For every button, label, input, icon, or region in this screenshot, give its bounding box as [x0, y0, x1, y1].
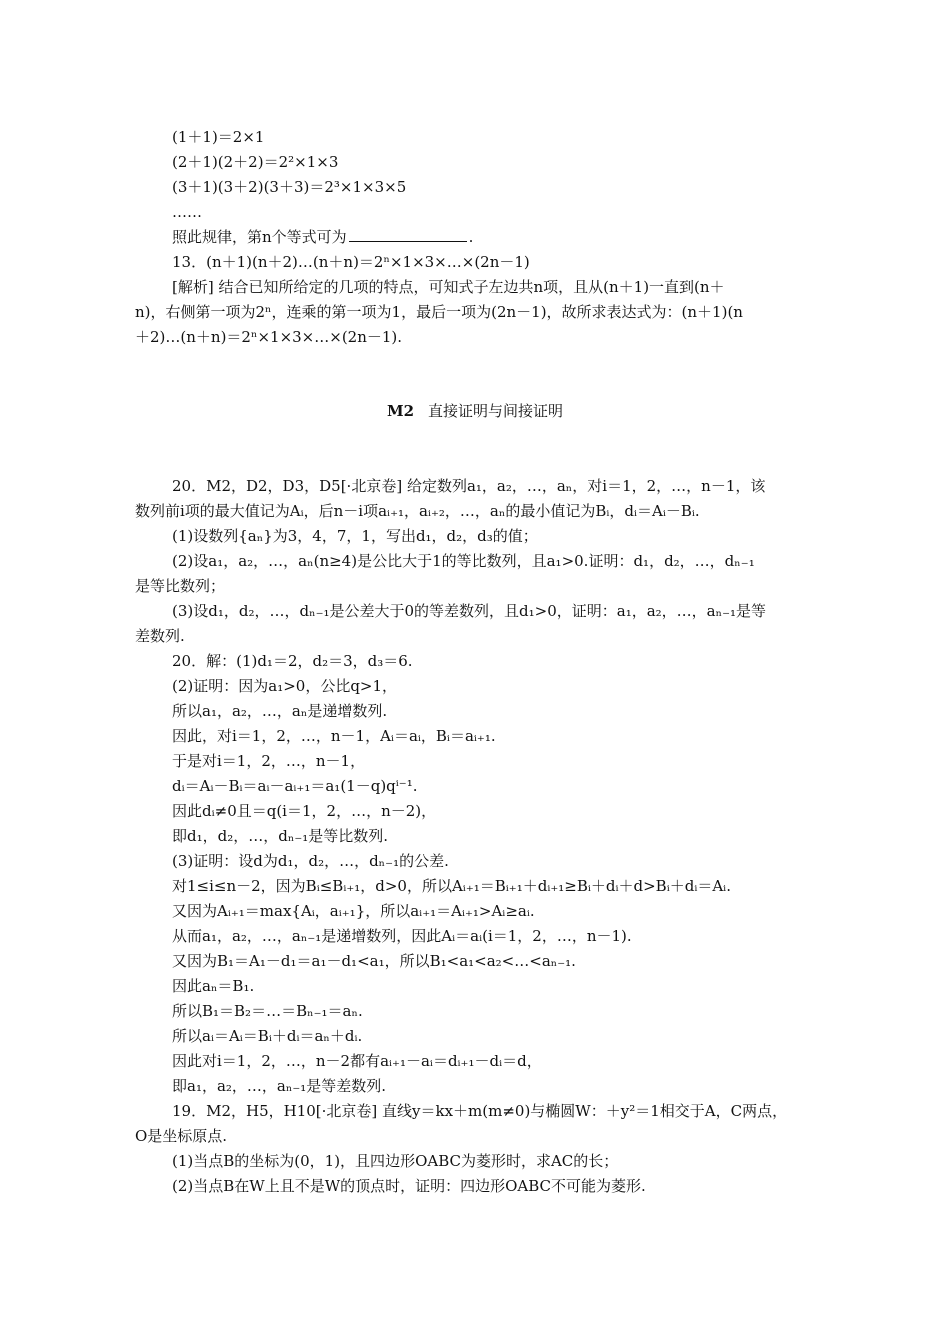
problem-20-line: 所以a₁，a₂，…，aₙ是递增数列.	[172, 702, 388, 720]
problem-20-line: 因此dᵢ≠0且＝q(i＝1，2，…，n－2)，	[172, 802, 437, 820]
problem-20-line: 对1≤i≤n－2，因为Bᵢ≤Bᵢ₊₁，d>0，所以Aᵢ₊₁＝Bᵢ₊₁＋dᵢ₊₁≥Bᵢ＋dᵢ＋d>Bᵢ＋dᵢ＝Aᵢ.	[172, 877, 731, 895]
section-heading	[0, 400, 950, 421]
section-title: 直接证明与间接证明	[428, 402, 564, 420]
problem-20-line: 又因为Aᵢ₊₁＝max{Aᵢ，aᵢ₊₁}，所以aᵢ₊₁＝Aᵢ₊₁>Aᵢ≥aᵢ.	[172, 902, 535, 920]
problem-20-line: 所以B₁＝B₂＝…＝Bₙ₋₁＝aₙ.	[172, 1002, 363, 1020]
problem-20-line: 20．解：(1)d₁＝2，d₂＝3，d₃＝6.	[172, 652, 413, 670]
problem-20-line: 即d₁，d₂，…，dₙ₋₁是等比数列.	[172, 827, 389, 845]
problem-20-line: 因此，对i＝1，2，…，n－1，Aᵢ＝aᵢ，Bᵢ＝aᵢ₊₁.	[172, 727, 496, 745]
problem-19-line: (1)当点B的坐标为(0，1)，且四边形OABC为菱形时，求AC的长；	[172, 1152, 619, 1170]
problem-20-line: (2)证明：因为a₁>0，公比q>1，	[172, 677, 398, 695]
problem-20-line: 从而a₁，a₂，…，aₙ₋₁是递增数列，因此Aᵢ＝aᵢ(i＝1，2，…，n－1).	[172, 927, 632, 945]
analysis-line-3: ＋2)…(n＋n)＝2ⁿ×1×3×…×(2n－1).	[135, 328, 403, 346]
problem-20-line: (1)设数列{aₙ}为3，4，7，1，写出d₁，d₂，d₃的值；	[172, 527, 538, 545]
problem-19-line: 19．M2，H5，H10[·北京卷] 直线y＝kx＋m(m≠0)与椭圆W：＋y²＝1相交于A，C两点，	[172, 1102, 788, 1120]
problem-20-line: (2)设a₁，a₂，…，aₙ(n≥4)是公比大于1的等比数列，且a₁>0.证明：d₁，d₂，…，dₙ₋₁	[172, 552, 755, 570]
problem-20-line: 所以aᵢ＝Aᵢ＝Bᵢ＋dᵢ＝aₙ＋dᵢ.	[172, 1027, 363, 1045]
equation-line: (2＋1)(2＋2)＝2²×1×3	[172, 153, 339, 171]
problem-20-line: 即a₁，a₂，…，aₙ₋₁是等差数列.	[172, 1077, 387, 1095]
problem-20-line: 数列前i项的最大值记为Aᵢ，后n－i项aᵢ₊₁，aᵢ₊₂，…，aₙ的最小值记为Bᵢ，dᵢ＝Aᵢ－Bᵢ.	[135, 502, 700, 520]
problem-20-line: 因此对i＝1，2，…，n－2都有aᵢ₊₁－aᵢ＝dᵢ₊₁－dᵢ＝d，	[172, 1052, 542, 1070]
rule-question	[172, 226, 473, 248]
problem-20-line: 于是对i＝1，2，…，n－1，	[172, 752, 366, 770]
problem-20-line: (3)证明：设d为d₁，d₂，…，dₙ₋₁的公差.	[172, 852, 449, 870]
problem-20-line: 20．M2，D2，D3，D5[·北京卷] 给定数列a₁，a₂，…，aₙ，对i＝1，2，…，n－1，该	[172, 477, 766, 495]
answer-13: 13．(n＋1)(n＋2)…(n＋n)＝2ⁿ×1×3×…×(2n－1)	[172, 253, 530, 271]
answer-blank	[349, 227, 467, 242]
problem-20-line: dᵢ＝Aᵢ－Bᵢ＝aᵢ－aᵢ₊₁＝a₁(1－q)qⁱ⁻¹.	[172, 777, 418, 795]
rule-question-text: 照此规律，第n个等式可为	[172, 228, 347, 246]
analysis-line-1: [解析] 结合已知所给定的几项的特点，可知式子左边共n项，且从(n＋1)一直到(n＋	[172, 278, 725, 296]
equation-line: (3＋1)(3＋2)(3＋3)＝2³×1×3×5	[172, 178, 407, 196]
problem-20-line: (3)设d₁，d₂，…，dₙ₋₁是公差大于0的等差数列，且d₁>0，证明：a₁，a₂，…，aₙ₋₁是等	[172, 602, 767, 620]
problem-19-line: O是坐标原点.	[135, 1127, 228, 1145]
equation-line: ……	[172, 203, 202, 221]
problem-19-line: (2)当点B在W上且不是W的顶点时，证明：四边形OABC不可能为菱形.	[172, 1177, 646, 1195]
section-code: M2	[386, 402, 415, 420]
problem-20-line: 又因为B₁＝A₁－d₁＝a₁－d₁<a₁，所以B₁<a₁<a₂<…<aₙ₋₁.	[172, 952, 576, 970]
problem-20-line: 是等比数列；	[135, 577, 226, 595]
problem-20-line: 因此aₙ＝B₁.	[172, 977, 255, 995]
rule-question-end: .	[468, 228, 474, 246]
problem-20-line: 差数列.	[135, 627, 185, 645]
equation-line: (1＋1)＝2×1	[172, 128, 265, 146]
analysis-line-2: n)，右侧第一项为2ⁿ，连乘的第一项为1，最后一项为(2n－1)，故所求表达式为：(n＋1)(n	[135, 303, 743, 321]
